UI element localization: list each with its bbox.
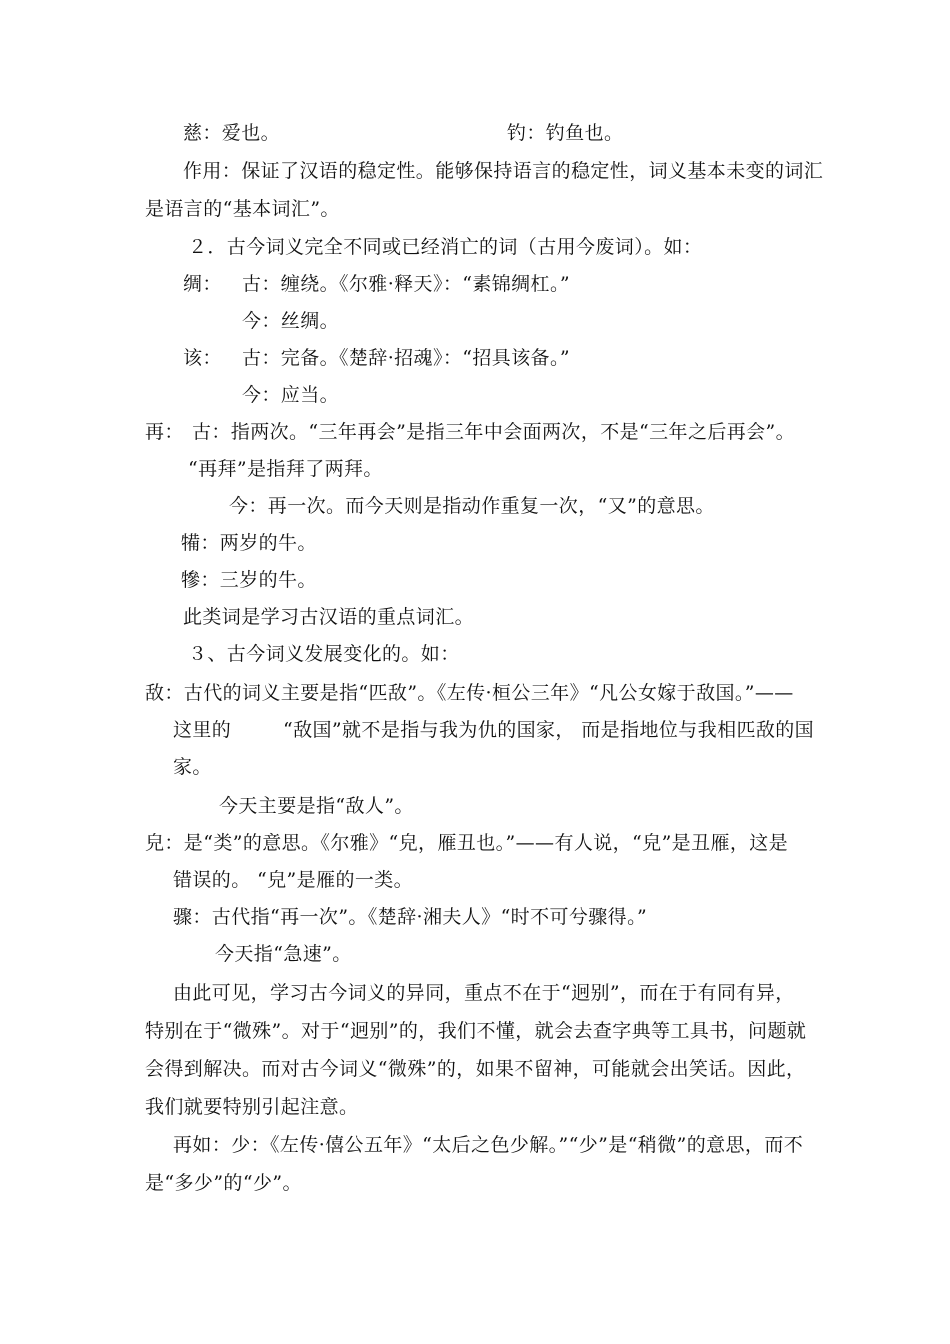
paragraph: 再如：少：《左传·僖公五年》“太后之色少解。”“少”是“稍微”的意思，而不是“多少”的“少”。 bbox=[145, 1134, 804, 1194]
entry: 犕：两岁的牛。 bbox=[181, 532, 317, 554]
entry-head: 绸： bbox=[183, 273, 222, 295]
entry-gloss: 今：丝绸。 bbox=[242, 310, 340, 332]
entry-ci: 慈：爱也。 bbox=[183, 122, 281, 144]
text-line: 是语言的“基本词汇”。 bbox=[145, 198, 340, 220]
entry-gloss: 古：指两次。“三年再会”是指三年中会面两次，不是“三年之后再会”。 bbox=[192, 421, 796, 443]
entry: 皃：是“类”的意思。《尔雅》“皃，雁丑也。”——有人说，“皃”是丑雁，这是 bbox=[145, 832, 789, 854]
entry-gloss: 今：再一次。而今天则是指动作重复一次，“又”的意思。 bbox=[229, 495, 715, 517]
entry: 犙：三岁的牛。 bbox=[181, 569, 317, 591]
entry-head: 该： bbox=[183, 347, 222, 369]
entry-gloss: “再拜”是指拜了两拜。 bbox=[188, 458, 383, 480]
entry-head: 再： bbox=[145, 421, 184, 443]
text-line: 错误的。 “皃”是雁的一类。 bbox=[173, 869, 414, 891]
text-line: 作用：保证了汉语的稳定性。能够保持语言的稳定性，词义基本未变的词汇 bbox=[183, 160, 824, 182]
text-line: 这里的 bbox=[173, 719, 232, 741]
text-line: 今天主要是指“敌人”。 bbox=[219, 795, 414, 817]
entry-gloss: 古：缠绕。《尔雅·释天》：“素锦绸杠。” bbox=[242, 273, 570, 295]
entry: 敌：古代的词义主要是指“匹敌”。《左传·桓公三年》“凡公女嫁于敌国。”—— bbox=[145, 682, 794, 704]
entry-gloss: 古：完备。《楚辞·招魂》：“招具该备。” bbox=[242, 347, 570, 369]
text-line: 家。 bbox=[173, 756, 212, 778]
entry-gloss: 今：应当。 bbox=[242, 384, 340, 406]
text-line: “敌国”就不是指与我为仇的国家， 而是指地位与我相匹敌的国 bbox=[283, 719, 815, 741]
entry-diao: 钓：钓鱼也。 bbox=[507, 122, 624, 144]
section-heading-3: ３、古今词义发展变化的。如： bbox=[188, 643, 460, 665]
text-line: 今天指“急速”。 bbox=[215, 943, 352, 965]
entry: 骤：古代指“再一次”。《楚辞·湘夫人》“时不可兮骤得。” bbox=[173, 906, 648, 928]
text-line: 此类词是学习古汉语的重点词汇。 bbox=[183, 606, 475, 628]
section-heading-2: ２．古今词义完全不同或已经消亡的词（古用今废词）。如： bbox=[188, 236, 703, 258]
paragraph: 由此可见，学习古今词义的异同，重点不在于“迥别”，而在于有同有异，特别在于“微殊”。对于“迥别”的，我们不懂，就会去查字典等工具书，问题就会得到解决。而对古今词义“微殊”的，如果不留神，可能就会出笑话。因此，我们就要特别引起注意。 bbox=[145, 982, 807, 1118]
